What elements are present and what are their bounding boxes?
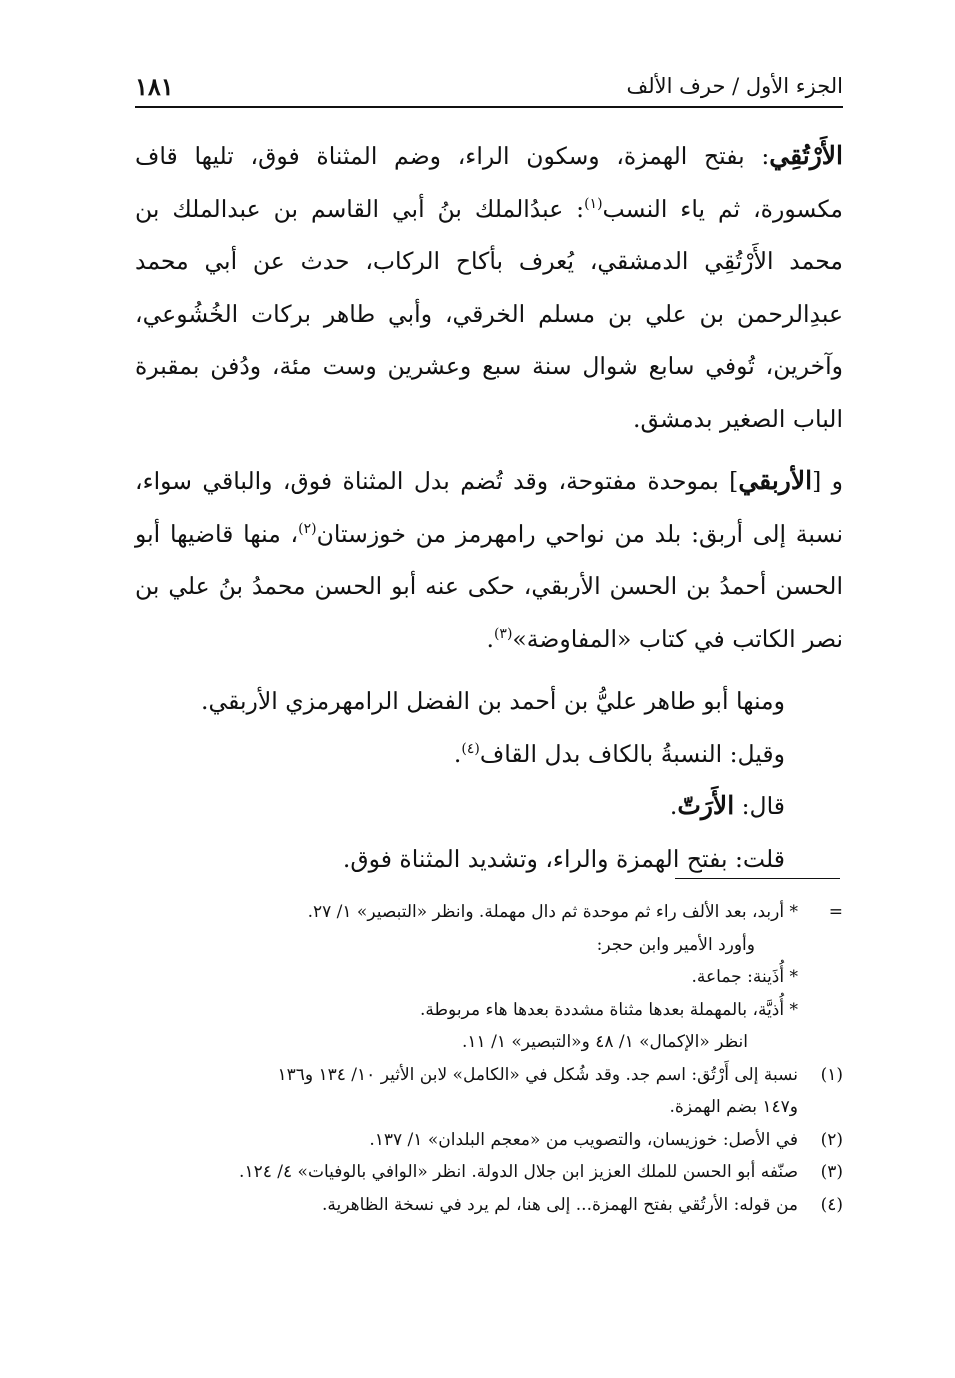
footnote-text: و١٤٧ بضم الهمزة. — [669, 1097, 798, 1117]
footnote-ref-3: (٣) — [493, 625, 513, 642]
footnote-line: انظر «الإكمال» ١/ ٤٨ و«التبصير» ١/ ١١. — [462, 1032, 748, 1052]
continuation-mark: = — [828, 902, 843, 922]
footnote-number: (٤) — [820, 1194, 843, 1215]
main-text — [135, 130, 843, 885]
footnote-separator — [675, 878, 840, 879]
footnote-line: * أُذَينة: جماعة. — [691, 967, 798, 987]
running-title: الجزء الأول / حرف الألف — [626, 74, 843, 98]
footnote-text: في الأصل: خوزيسان، والتصويب من «معجم البلدان» ١/ ١٣٧. — [369, 1129, 798, 1150]
footnote-line: * أُذيَّة، بالمهملة بعدها مثناة مشددة بعدها هاء مربوطة. — [420, 999, 798, 1020]
footnote-line: وأورد الأمير وابن حجر: — [596, 934, 755, 955]
footnote-4 — [130, 1189, 843, 1222]
entry-arbaqi — [135, 455, 843, 665]
entry-text: ] بموحدة مفتوحة، وقد تُضم بدل المثناة فوق، والباقي سواء، نسبة إلى أربق: بلد من نواحي رامهرمز من خوزستان — [135, 467, 843, 548]
entry-text: . — [486, 624, 494, 653]
entry-text: ، منها قاضيها أبو الحسن أحمدُ بن الحسن الأربقي، حكى عنه أبو الحسن محمدُ بنُ علي بن نصر الكاتب في كتاب «المفاوضة» — [135, 519, 843, 653]
page-number: ١٨١ — [135, 72, 174, 101]
entry-artuqi — [135, 130, 843, 445]
footnote-continuation-line — [130, 994, 843, 1027]
footnote-text: صنّفه أبو الحسن للملك العزيز ابن جلال الدولة. انظر «الوافي بالوفيات» ٤/ ١٢٤. — [239, 1162, 798, 1182]
page-header — [135, 72, 843, 108]
entry-text: . — [669, 792, 678, 820]
footnote-continuation-line — [130, 1026, 843, 1059]
footnote-3 — [130, 1156, 843, 1189]
entry-text: وقيل: النسبةُ بالكاف بدل القاف — [479, 739, 785, 768]
entry-text: قال: — [734, 792, 785, 820]
footnote-text: من قوله: الأرتُقي بفتح الهمزة... إلى هنا، لم يرد في نسخة الظاهرية. — [322, 1194, 798, 1215]
headword-arbaqi: الأربقي — [738, 466, 813, 495]
footnote-number: (٣) — [820, 1162, 843, 1182]
paragraph-abu-tahir: ومنها أبو طاهر عليُّ بن أحمد بن الفضل الرامهرمزي الأربقي. — [201, 687, 785, 715]
footnote-2 — [130, 1124, 843, 1157]
entry-text: و [ — [812, 467, 843, 495]
footnote-ref-1: (١) — [584, 195, 603, 212]
footnote-1 — [130, 1059, 843, 1092]
footnote-continuation-line — [130, 961, 843, 994]
footnote-ref-4: (٤) — [461, 740, 480, 757]
footnote-text: نسبة إلى أَرْتُق: اسم جد. وقد شُكل في «الكامل» لابن الأثير ١٠/ ١٣٤ و١٣٦ — [277, 1064, 798, 1085]
footnotes — [130, 896, 843, 1221]
headword-artuqi: الأَرْتُقِي — [769, 141, 843, 170]
footnote-line: * أربد، بعد الألف راء ثم موحدة ثم دال مهملة. وانظر «التبصير» ١/ ٢٧. — [307, 902, 798, 922]
footnote-number: (١) — [820, 1064, 843, 1085]
entry-text: : عبدُالملك بنُ أبي القاسم بن عبدالملك بن محمد الأَرْتُقِي الدمشقي، يُعرف بأكاح الركاب، حدث عن أبي محمد عبدِالرحمن بن علي بن مسلم الخرقي، وأبي طاهر بركات الخُشُوعي، وآخرين، تُوفي سابع شوال سنة سبع وعشرين وست مئة، ودُفن بمقبرة الباب الصغير بدمشق. — [135, 194, 843, 433]
footnote-number: (٢) — [820, 1129, 843, 1150]
paragraph-qultu: قلت: بفتح الهمزة والراء، وتشديد المثناة فوق. — [342, 844, 785, 873]
headword-aratt: الأَرَتّ — [677, 791, 735, 820]
entry-text: . — [453, 739, 462, 768]
entry-text: : بفتح الهمزة، وسكون الراء، وضم المثناة فوق، تليها قاف مكسورة، ثم ياء النسب — [135, 142, 844, 223]
footnote-continuation-line — [130, 896, 843, 929]
footnote-1-cont — [130, 1091, 843, 1124]
footnote-continuation-line — [130, 929, 843, 962]
footnote-ref-2: (٢) — [298, 520, 317, 537]
paragraph-nisba-kaf — [135, 728, 843, 781]
paragraph-qala — [135, 780, 843, 833]
